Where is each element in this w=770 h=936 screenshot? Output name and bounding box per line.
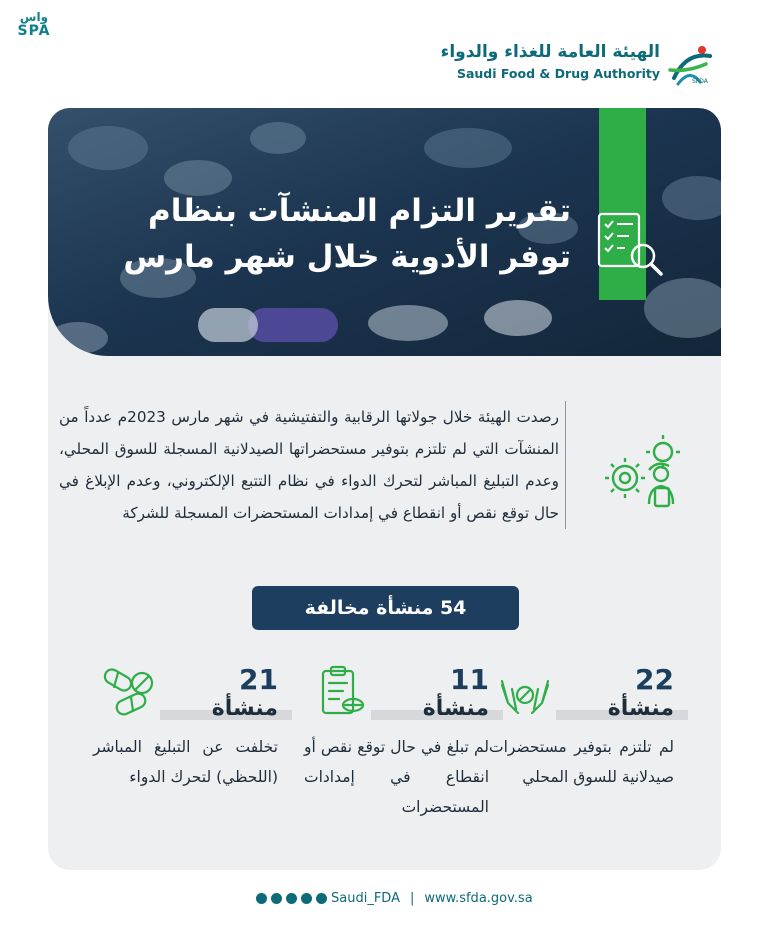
infographic-card — [48, 108, 721, 870]
sfda-mark-label: SFDA — [692, 78, 708, 85]
stat-number: 11 — [450, 663, 489, 696]
spa-logo-arabic: واس — [19, 10, 49, 24]
sfda-emblem-icon — [666, 42, 716, 86]
stat-unit: منشأة — [607, 696, 674, 721]
total-violations-badge: 54 منشأة مخالفة — [252, 586, 519, 630]
checklist-magnifier-icon — [593, 208, 667, 280]
twitter-icon[interactable] — [301, 893, 312, 904]
stat-number: 22 — [635, 663, 674, 696]
spa-logo — [14, 10, 54, 40]
stat-not-supplied — [488, 663, 688, 863]
sfda-name-english: Saudi Food & Drug Authority — [456, 66, 660, 81]
facebook-icon[interactable] — [316, 893, 327, 904]
banner-title-line-1: تقرير التزام المنشآت بنظام — [148, 193, 571, 229]
website-link[interactable]: www.sfda.gov.sa — [424, 890, 533, 906]
stat-description: تخلفت عن التبليغ المباشر (اللحظي) لتحرك الدواء — [93, 738, 278, 786]
banner — [48, 108, 721, 356]
stat-not-reported-shortage — [303, 663, 503, 863]
stat-description: لم تلتزم بتوفير مستحضرات صيدلانية للسوق المحلي — [489, 738, 674, 786]
intro-paragraph: رصدت الهيئة خلال جولاتها الرقابية والتفتيشية في شهر مارس 2023م عدداً من المنشآت التي لم تلتزم بتوفير مستحضراتها الصيدلانية المسجلة للسوق المحلي، وعدم التبليغ المباشر لتحرك الدواء في نظام التتبع الإلكتروني، وعدم الإبلاغ في حال توقع نقص أو انقطاع في إمدادات المستحضرات المسجلة للشركة — [59, 401, 566, 529]
banner-title — [71, 188, 571, 280]
sfda-name-arabic: الهيئة العامة للغذاء والدواء — [440, 42, 660, 62]
stat-unit: منشأة — [422, 696, 489, 721]
gears-worker-icon — [601, 430, 689, 518]
hands-pill-icon — [496, 665, 554, 719]
capsules-icon — [100, 665, 158, 719]
footer — [256, 888, 533, 908]
stat-late-reporting — [92, 663, 292, 863]
spa-logo-latin: SPA — [17, 23, 51, 39]
stat-unit: منشأة — [211, 696, 278, 721]
instagram-icon[interactable] — [286, 893, 297, 904]
clipboard-pill-icon — [311, 665, 369, 719]
youtube-icon[interactable] — [256, 893, 267, 904]
social-handle[interactable]: Saudi_FDA — [331, 890, 400, 906]
snapchat-icon[interactable] — [271, 893, 282, 904]
stat-number: 21 — [239, 663, 278, 696]
footer-separator: | — [409, 890, 415, 906]
sfda-logo — [440, 40, 720, 88]
banner-title-line-2: توفر الأدوية خلال شهر مارس — [123, 239, 571, 275]
stat-description: لم تبلغ في حال توقع نقص أو انقطاع في إمدادات المستحضرات — [304, 738, 489, 816]
